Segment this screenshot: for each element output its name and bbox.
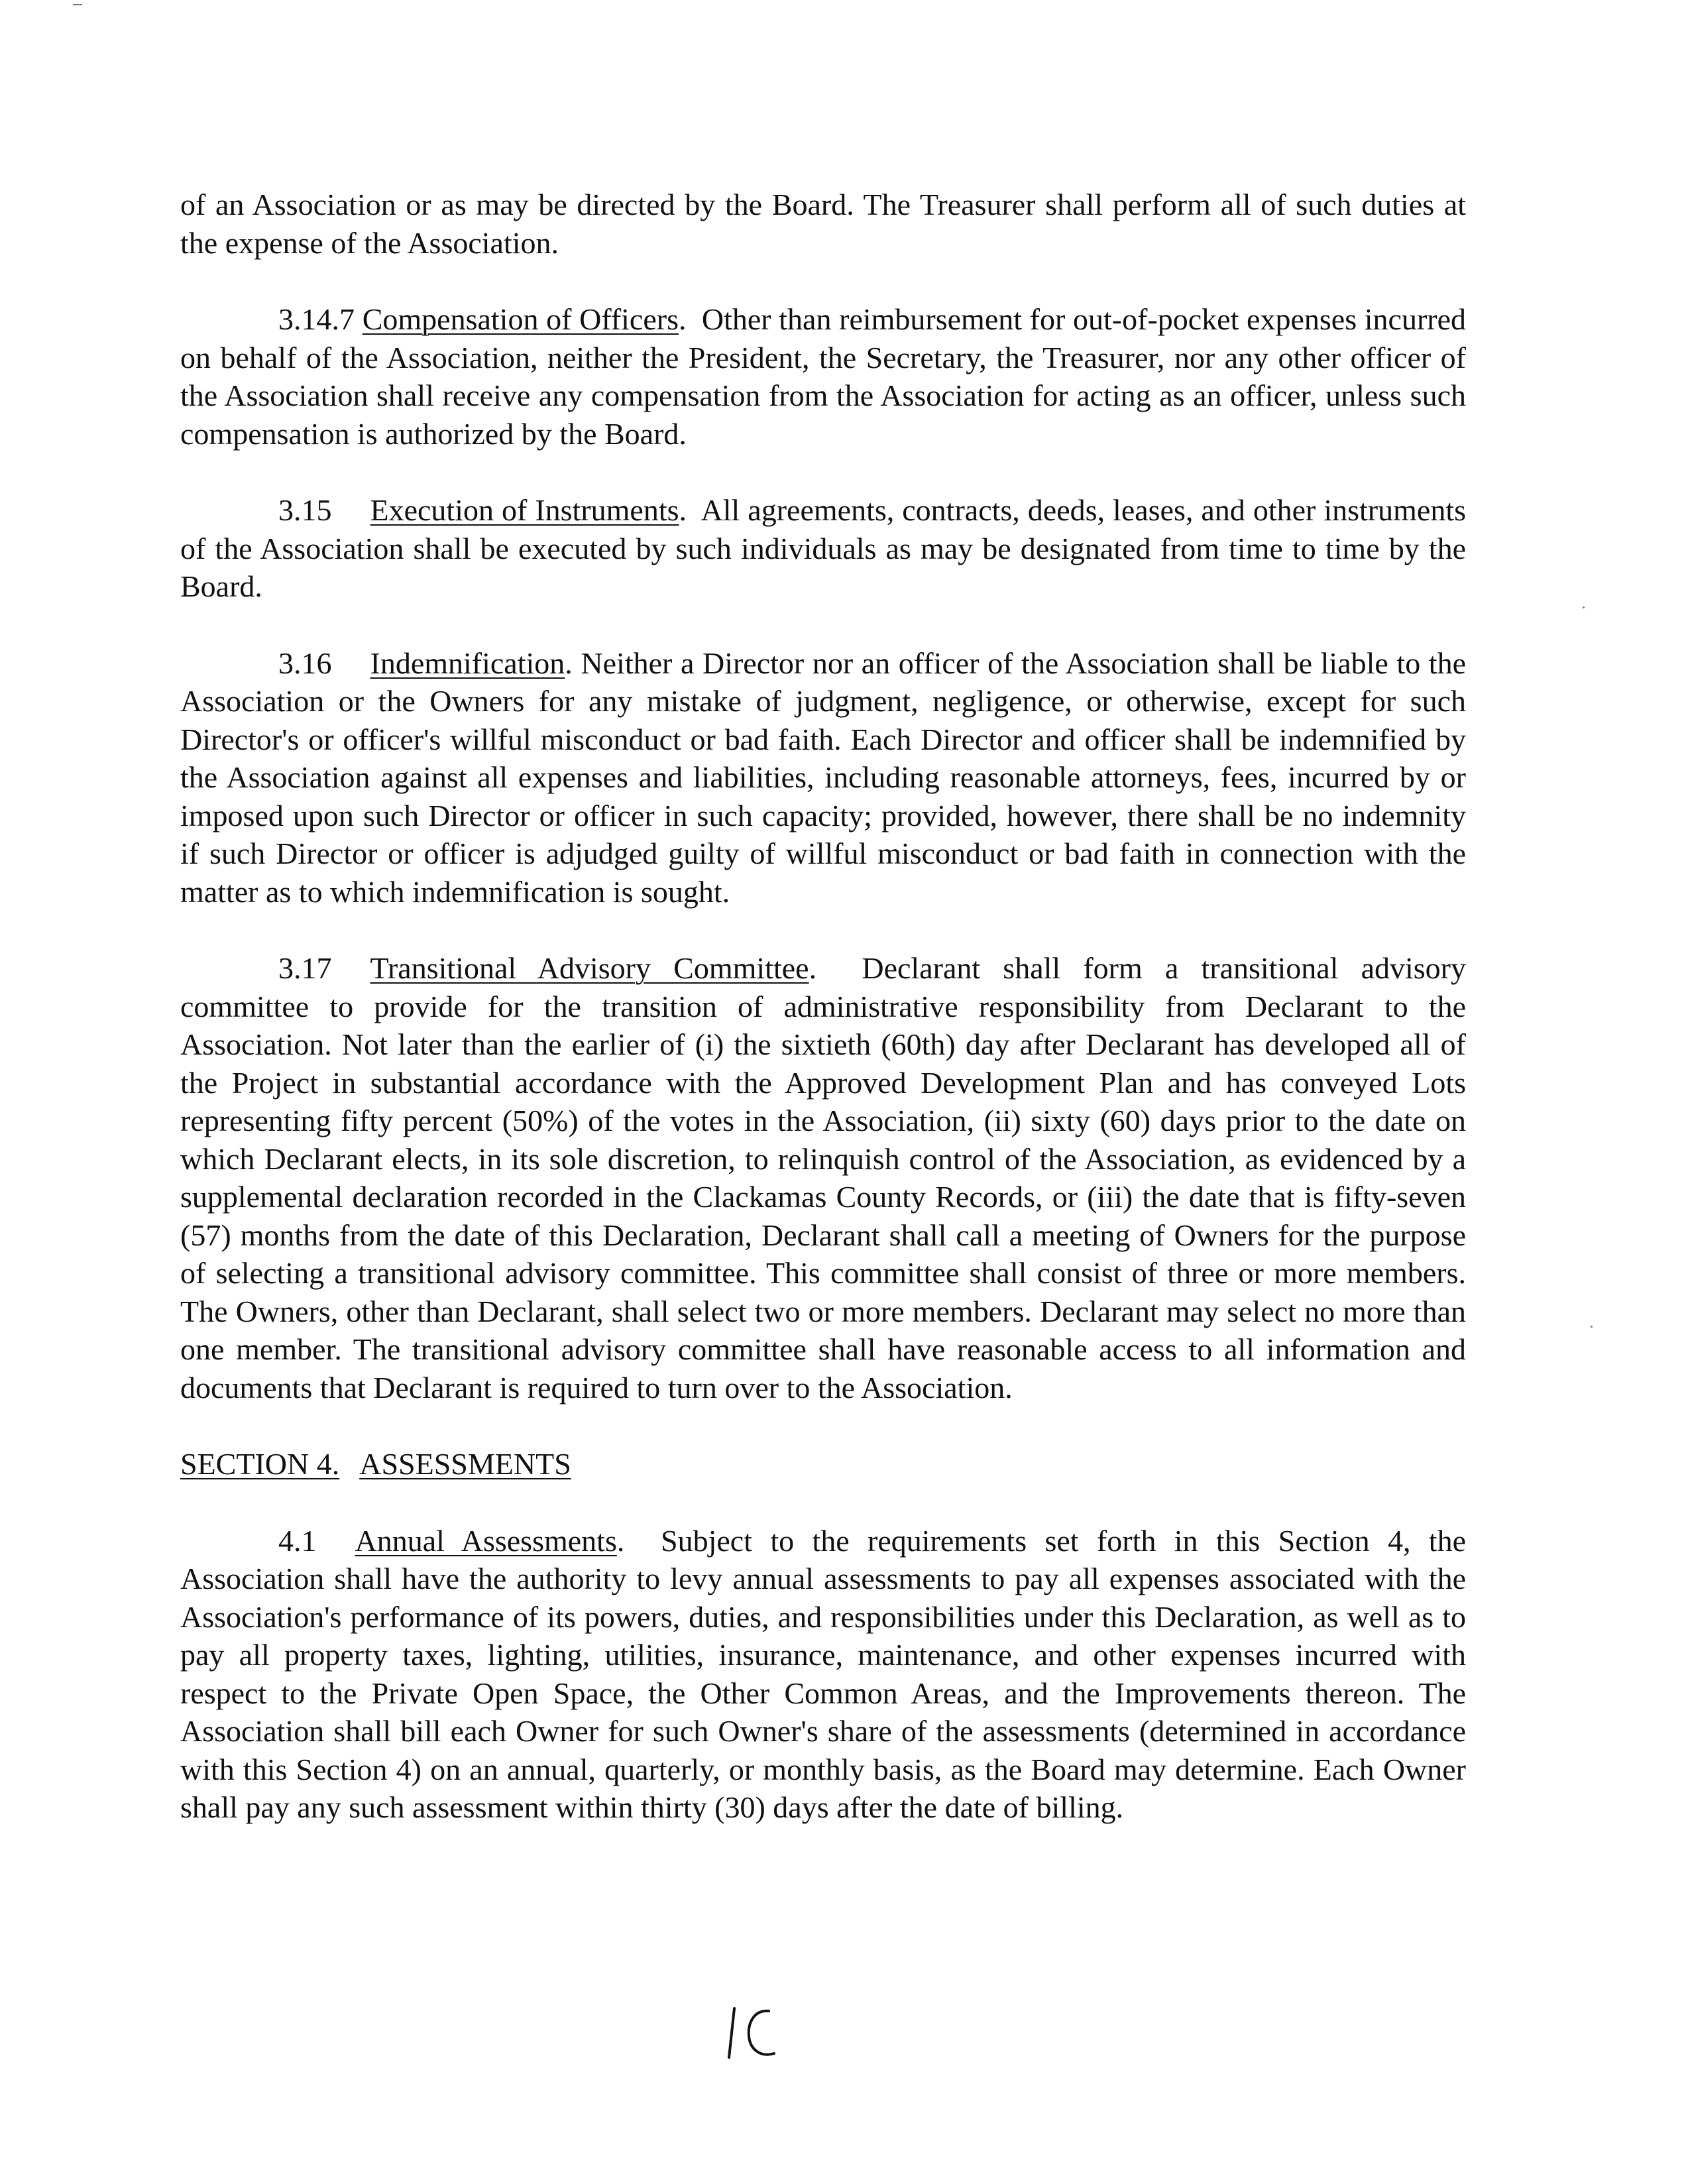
section-3-14-7: 3.14.7 Compensation of Officers. Other than reimbursement for out-of-pocket expenses incurred on behalf of the Association, neither the President, the Secretary, the Treasurer, nor any other officer of the Association shall receive any compensation from the Association for acting as an officer, unless such compensation is authorized by the Board. [180,300,1466,453]
handwritten-page-number-icon [722,2003,802,2063]
section-title: Transitional Advisory Committee [370,951,809,985]
section-3-15: 3.15 Execution of Instruments. All agreements, contracts, deeds, leases, and other instruments of the Association shall be executed by such individuals as may be designated from time to time by the Board. [180,491,1466,606]
section-body: Subject to the requirements set forth in this Section 4, the Association shall have the authority to levy annual assessments to pay all expenses associated with the Association's performance of its powers, duties, and responsibilities under this Declaration, as well as to pay all property taxes, lighting, utilities, insurance, maintenance, and other expenses incurred with respect to the Private Open Space, the Other Common Areas, and the Improvements thereon. The Association shall bill each Owner for such Owner's share of the assessments (determined in accordance with this Section 4) on an annual, quarterly, or monthly basis, as the Board may determine. Each Owner shall pay any such assessment within thirty (30) days after the date of billing. [180,1523,1466,1824]
section-number: 3.15 [278,493,332,527]
scan-speck [1583,606,1585,608]
section-number: 3.17 [278,951,332,985]
heading-number: SECTION 4. [180,1447,340,1481]
section-title: Compensation of Officers [362,302,679,336]
document-page [180,186,1466,1865]
section-body: Neither a Director nor an officer of the Association shall be liable to the Association or the Owners for any mistake of judgment, negligence, or otherwise, except for such Director's or officer's willful misconduct or bad faith. Each Director and officer shall be indemnified by the Association against all expenses and liabilities, including reasonable attorneys, fees, incurred by or imposed upon such Director or officer in such capacity; provided, however, there shall be no indemnity if such Director or officer is adjudged guilty of willful misconduct or bad faith in connection with the matter as to which indemnification is sought. [180,646,1466,909]
scan-mark [73,4,82,5]
section-title: Annual Assessments [355,1523,617,1558]
section-number: 3.16 [278,646,332,680]
section-title: Indemnification [370,646,565,680]
section-number: 3.14.7 [278,302,355,336]
handwritten-page-number [722,2003,802,2063]
continuation-paragraph: of an Association or as may be directed by the Board. The Treasurer shall perform all of such duties at the expense of the Association. [180,188,1466,260]
section-body: Declarant shall form a transitional advisory committee to provide for the transition of administrative responsibility from Declarant to the Association. Not later than the earlier of (i) the sixtieth (60th) day after Declarant has developed all of the Project in substantial accordance with the Approved Development Plan and has conveyed Lots representing fifty percent (50%) of the votes in the Association, (ii) sixty (60) days prior to the date on which Declarant elects, in its sole discretion, to relinquish control of the Association, as evidenced by a supplemental declaration recorded in the Clackamas County Records, or (iii) the date that is fifty-seven (57) months from the date of this Declaration, Declarant shall call a meeting of Owners for the purpose of selecting a transitional advisory committee. This committee shall consist of three or more members. The Owners, other than Declarant, shall select two or more members. Declarant may select no more than one member. The transitional advisory committee shall have reasonable access to all information and documents that Declarant is required to turn over to the Association. [180,951,1466,1405]
section-number: 4.1 [278,1523,317,1558]
section-body: All agreements, contracts, deeds, leases, and other instruments of the Association shall be executed by such individuals as may be designated from time to time by the Board. [180,493,1466,603]
section-3-17: 3.17 Transitional Advisory Committee. Declarant shall form a transitional advisory committee to provide for the transition of administrative responsibility from Declarant to the Association. Not later than the earlier of (i) the sixtieth (60th) day after Declarant has developed all of the Project in substantial accordance with the Approved Development Plan and has conveyed Lots representing fifty percent (50%) of the votes in the Association, (ii) sixty (60) days prior to the date on which Declarant elects, in its sole discretion, to relinquish control of the Association, as evidenced by a supplemental declaration recorded in the Clackamas County Records, or (iii) the date that is fifty-seven (57) months from the date of this Declaration, Declarant shall call a meeting of Owners for the purpose of selecting a transitional advisory committee. This committee shall consist of three or more members. The Owners, other than Declarant, shall select two or more members. Declarant may select no more than one member. The transitional advisory committee shall have reasonable access to all information and documents that Declarant is required to turn over to the Association. [180,949,1466,1407]
section-body: Other than reimbursement for out-of-pocket expenses incurred on behalf of the Association, neither the President, the Secretary, the Treasurer, nor any other officer of the Association shall receive any compensation from the Association for acting as an officer, unless such compensation is authorized by the Board. [180,302,1467,451]
section-title: Execution of Instruments [370,493,679,527]
section-4-heading [180,1445,1466,1483]
heading-title: ASSESSMENTS [359,1447,571,1481]
section-4-1: 4.1 Annual Assessments. Subject to the requirements set forth in this Section 4, the Association shall have the authority to levy annual assessments to pay all expenses associated with the Association's performance of its powers, duties, and responsibilities under this Declaration, as well as to pay all property taxes, lighting, utilities, insurance, maintenance, and other expenses incurred with respect to the Private Open Space, the Other Common Areas, and the Improvements thereon. The Association shall bill each Owner for such Owner's share of the assessments (determined in accordance with this Section 4) on an annual, quarterly, or monthly basis, as the Board may determine. Each Owner shall pay any such assessment within thirty (30) days after the date of billing. [180,1522,1466,1827]
section-3-16: 3.16 Indemnification. Neither a Director nor an officer of the Association shall be liable to the Association or the Owners for any mistake of judgment, negligence, or otherwise, except for such Director's or officer's willful misconduct or bad faith. Each Director and officer shall be indemnified by the Association against all expenses and liabilities, including reasonable attorneys, fees, incurred by or imposed upon such Director or officer in such capacity; provided, however, there shall be no indemnity if such Director or officer is adjudged guilty of willful misconduct or bad faith in connection with the matter as to which indemnification is sought. [180,644,1466,911]
scan-speck [1591,1326,1593,1328]
